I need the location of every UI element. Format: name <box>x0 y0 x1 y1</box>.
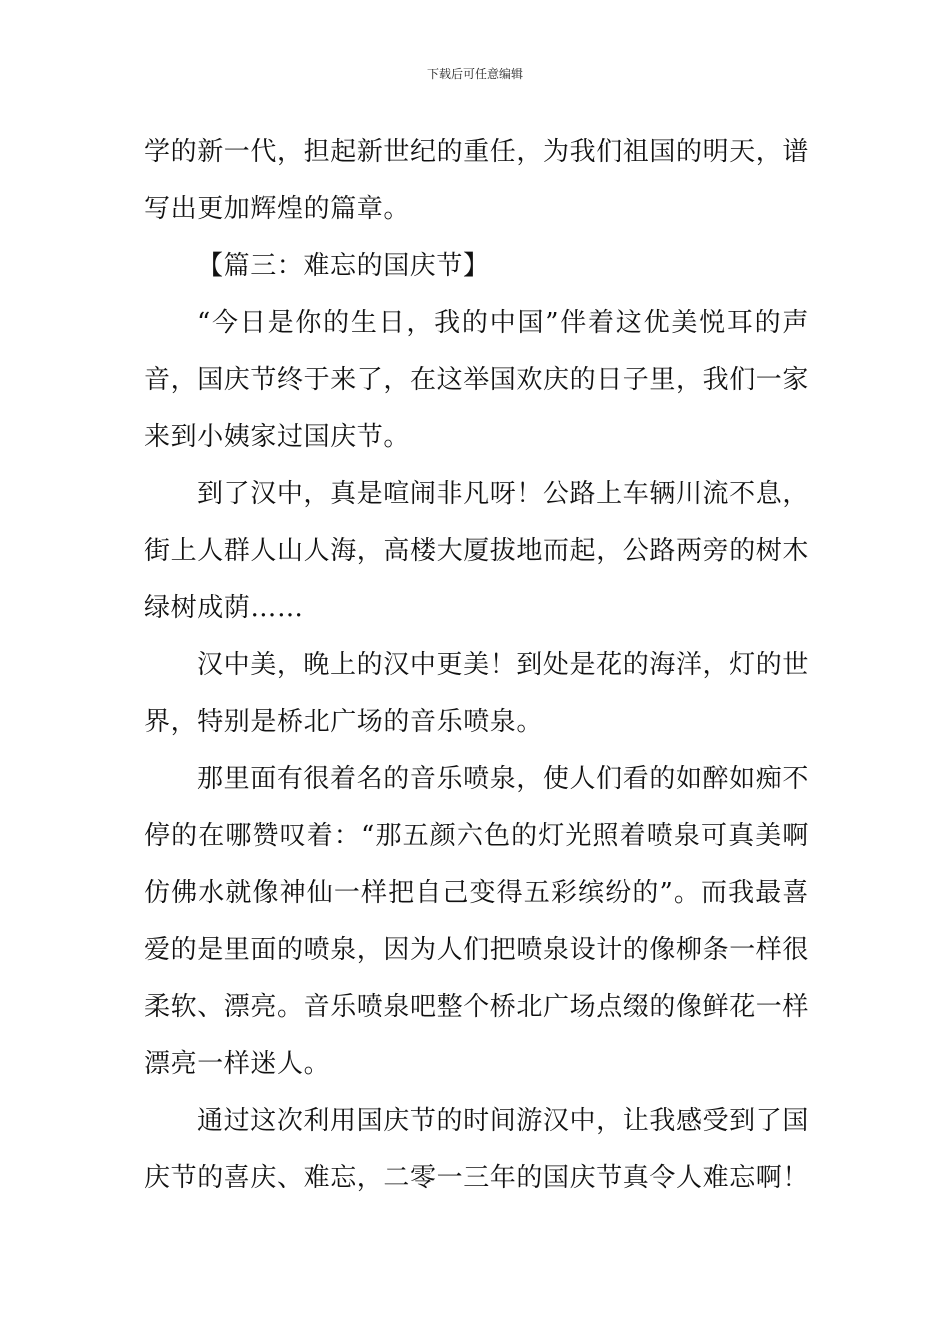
document-body <box>144 124 809 1207</box>
body-line: 来到小姨家过国庆节。 <box>144 422 411 452</box>
body-line: 柔软、漂亮。音乐喷泉吧整个桥北广场点缀的像鲜花一样 <box>144 992 810 1022</box>
body-line: 通过这次利用国庆节的时间游汉中，让我感受到了国 <box>197 1106 809 1136</box>
body-line: 爱的是里面的喷泉，因为人们把喷泉设计的像柳条一样很 <box>144 935 810 965</box>
body-line: 音，国庆节终于来了，在这举国欢庆的日子里，我们一家 <box>144 365 810 395</box>
body-line: 街上人群人山人海，高楼大厦拔地而起，公路两旁的树木 <box>144 536 810 566</box>
body-line: 仿佛水就像神仙一样把自己变得五彩缤纷的”。而我最喜 <box>144 878 809 908</box>
body-line: 停的在哪赞叹着：“那五颜六色的灯光照着喷泉可真美啊 <box>144 821 809 851</box>
body-line: 漂亮一样迷人。 <box>144 1049 331 1079</box>
header-note: 下载后可任意编辑 <box>426 67 523 81</box>
body-line: 汉中美，晚上的汉中更美！到处是花的海洋，灯的世 <box>197 650 809 680</box>
body-line: 界，特别是桥北广场的音乐喷泉。 <box>144 707 544 737</box>
section-heading: 【篇三：难忘的国庆节】 <box>197 251 490 281</box>
body-line: 庆节的喜庆、难忘，二零一三年的国庆节真令人难忘啊！ <box>144 1163 810 1193</box>
body-line: 学的新一代，担起新世纪的重任，为我们祖国的明天，谱 <box>144 137 810 167</box>
body-line: “今日是你的生日，我的中国”伴着这优美悦耳的声 <box>197 308 809 338</box>
body-line: 那里面有很着名的音乐喷泉，使人们看的如醉如痴不 <box>197 764 809 794</box>
body-line: 到了汉中，真是喧闹非凡呀！公路上车辆川流不息， <box>197 479 809 509</box>
body-line: 绿树成荫…… <box>144 593 304 623</box>
body-line: 写出更加辉煌的篇章。 <box>144 194 411 224</box>
